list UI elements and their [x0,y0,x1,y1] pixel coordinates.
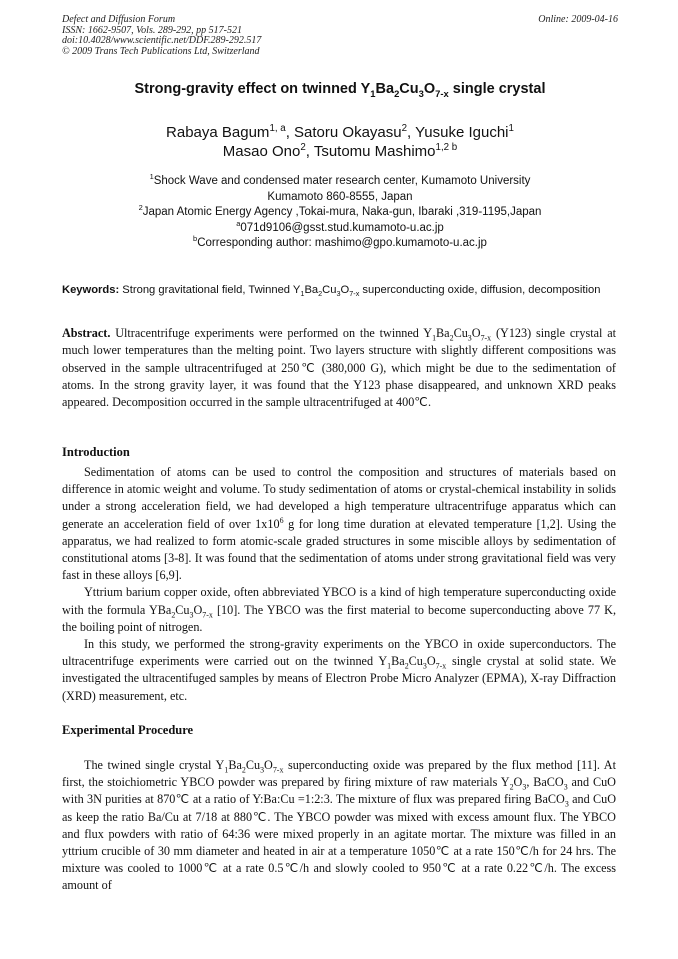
introduction-heading: Introduction [62,445,130,459]
journal-name: Defect and Diffusion Forum [62,14,176,25]
author-line-2: Masao Ono$^2$, Tsutomu Mashimo$^{1,2 b}$ [222,142,458,160]
email-b: $^b$Corresponding author: mashimo@gpo.kumamoto-u.ac.jp [193,234,487,249]
affiliation-2: $^2$Japan Atomic Energy Agency ,Tokai-mura, Naka-gun, Ibaraki ,319-1195,Japan [138,203,542,218]
experimental-heading: Experimental Procedure [62,723,194,737]
affiliation-1-city: Kumamoto 860-8555, Japan [267,190,413,203]
introduction-body [62,464,616,705]
paragraph: The twined single crystal $Y_1Ba_2Cu_3O_{7-x}$ superconducting oxide was prepared by the flux method [11]. At first, the stoichiometric YBCO powder was prepared by firing mixture of raw materials $Y_2O_3$, BaCO$_3$ and CuO with 3N purities at 870℃ at a ratio of Y:Ba:Cu =1:2:3. The mixture of flux was prepared firing BaCO$_3$ and CuO as keep the ratio Ba/Cu at 7/18 at 880℃. The YBCO powder was mixed with excess amount flux. The YBCO and flux powders with ratio of 64:36 were mixed properly in an agitate mortar. The mixture was filled in an yttrium crucible of 30 mm diameter and heated in air at a temperature 1050℃ at a rate 150℃/h for 24 hrs. The mixture was cooled to 1000℃ at a rate 0.5℃/h and slowly cooled to 950℃ at a rate 0.22℃/h. The excess amount of [62,758,617,893]
email-a: $^a$071d9106@gsst.stud.kumamoto-u.ac.jp [236,218,444,234]
abstract-label: Abstract. [62,326,111,340]
journal-header [62,15,618,57]
paragraph: In this study, we performed the strong-gravity experiments on the YBCO in oxide superconductors. The ultracentrifuge experiments were carried out on the twinned $Y_1Ba_2Cu_3O_{7-x}$ single crystal at solid state. We investigated the ultracentifuged samples by means of Electron Probe Micro Analyzer (EPMA), X-ray Diffraction (XRD) measurement, etc. [62,637,617,703]
author-name: , Tsutomu Mashimo [305,143,436,160]
author-name: Masao Ono [222,143,301,160]
journal-copyright: © 2009 Trans Tech Publications Ltd, Switzerland [62,45,260,57]
affiliations [62,174,618,252]
author-line-1: Rabaya Bagum$^{1, a}$, Satoru Okayasu$^2$, Yusuke Iguchi$^1$ [166,123,514,141]
keywords-label: Keywords: [62,284,120,296]
author-name: , Yusuke Iguchi [407,124,509,141]
paragraph: Yttrium barium copper oxide, often abbreviated YBCO is a kind of high temperature superconducting oxide with the formula $YBa_2Cu_3O_{7-x}$ [10]. The YBCO was the first material to become superconducting above 77 K, the boiling point of nitrogen. [62,585,617,634]
author-name: Rabaya Bagum [166,124,270,141]
abstract: Abstract. Ultracentrifuge experiments were performed on the twinned $Y_1Ba_2Cu_3O_{7-x}$ (Y123) single crystal at much lower temperatures than the melting point. Two layers structure with slightly different compositions was observed in the sample ultracentrifuged at 250℃ (380,000 G), which might be due to the sedimentation of atoms. In the strong gravity layer, it was found that the Y123 phase disappeared, and unknown XRD peaks appeared. Decomposition occurred in the sample ultracentrifuged at 400℃. [62,326,616,410]
author-name: , Satoru Okayasu [285,124,402,141]
author-list [62,123,618,161]
journal-doi: doi:10.4028/www.scientific.net/DDF.289-292.517 [62,35,262,46]
paragraph: Sedimentation of atoms can be used to control the composition and structures of materials based on difference in atomic weight and volume. To study sedimentation of atoms or crystal-chemical instability in solids under a strong acceleration field, we had developed a high temperature ultracentrifuge apparatus which can generate an acceleration field of over $1x10^6$ g for long time duration at elevated temperature [1,2]. Using the apparatus, we had realized to form atomic-scale graded structures in some miscible alloys by sedimentation of constitutional atoms [3-8]. It was found that the sedimentation of atoms under strong gravitational field was very fast in these alloys [6,9]. [62,465,616,583]
online-date: Online: 2009-04-16 [538,14,618,25]
keywords: Keywords: Strong gravitational field, Twinned $Y_1Ba_2Cu_3O_{7-x}$ superconducting oxide, diffusion, decomposition [62,284,601,299]
affiliation-1: $^1$Shock Wave and condensed mater research center, Kumamoto University [149,172,531,187]
experimental-body [62,757,616,895]
paper-title: Strong-gravity effect on twinned $Y_1Ba_2Cu_3O_{7-x}$ single crystal [134,81,546,99]
journal-issn: ISSN: 1662-9507, Vols. 289-292, pp 517-521 [62,24,242,36]
